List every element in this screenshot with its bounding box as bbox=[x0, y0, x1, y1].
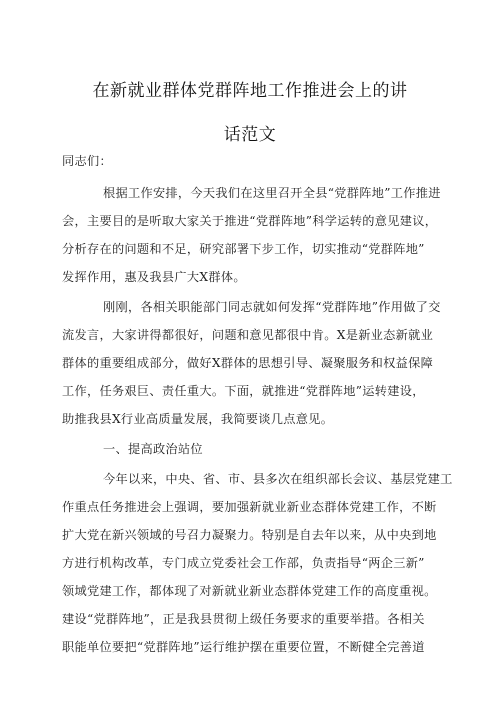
paragraph-1-line-3: 分析存在的问题和不足，研究部署下步工作，切实推动“党群阵地” bbox=[62, 242, 425, 256]
paragraph-2-line-4: 工作，任务艰巨、责任重大。下面，就推进“党群阵地”运转建设， bbox=[62, 384, 425, 398]
paragraph-2-line-5: 助推我县X行业高质量发展，我简要谈几点意见。 bbox=[62, 412, 334, 426]
paragraph-3-line-2: 作重点任务推进会上强调，要加强新就业新业态群体党建工作，不断 bbox=[62, 500, 437, 514]
paragraph-2-line-3: 群体的重要组成部分，做好X群体的思想引导、凝聚服务和权益保障 bbox=[62, 356, 434, 370]
document-title-line-1: 在新就业群体党群阵地工作推进会上的讲 bbox=[92, 81, 408, 101]
paragraph-1-line-2: 会，主要目的是听取大家关于推进“党群阵地”科学运转的意见建议， bbox=[62, 214, 438, 228]
section-heading-1: 一、提高政治站位 bbox=[103, 442, 203, 456]
paragraph-3-line-4: 方进行机构改革，专门成立党委社会工作部，负责指导“两企三新” bbox=[62, 556, 425, 570]
paragraph-1-line-1: 根据工作安排，今天我们在这里召开全县“党群阵地”工作推进 bbox=[103, 186, 441, 200]
paragraph-2-line-2: 流发言，大家讲得都很好，问题和意见都很中肯。X是新业态新就业 bbox=[62, 328, 434, 342]
paragraph-2-line-1: 刚刚，各相关职能部门同志就如何发挥“党群阵地”作用做了交 bbox=[103, 300, 441, 314]
salutation: 同志们： bbox=[62, 154, 112, 168]
paragraph-3-line-5: 领域党建工作，都体现了对新就业新业态群体党建工作的高度重视。 bbox=[62, 584, 437, 598]
paragraph-3-line-7: 职能单位要把“党群阵地”运行维护摆在重要位置，不断健全完善道 bbox=[62, 640, 425, 654]
paragraph-1-line-4: 发挥作用，惠及我县广大X群体。 bbox=[62, 270, 246, 284]
paragraph-3-line-3: 扩大党在新兴领域的号召力凝聚力。特别是自去年以来，从中央到地 bbox=[62, 528, 437, 542]
paragraph-3-line-6: 建设“党群阵地”，正是我县贯彻上级任务要求的重要举措。各相关 bbox=[62, 612, 425, 626]
paragraph-3-line-1: 今年以来，中央、省、市、县多次在组织部长会议、基层党建工 bbox=[103, 472, 453, 486]
document-title-line-2: 话范文 bbox=[223, 125, 277, 145]
